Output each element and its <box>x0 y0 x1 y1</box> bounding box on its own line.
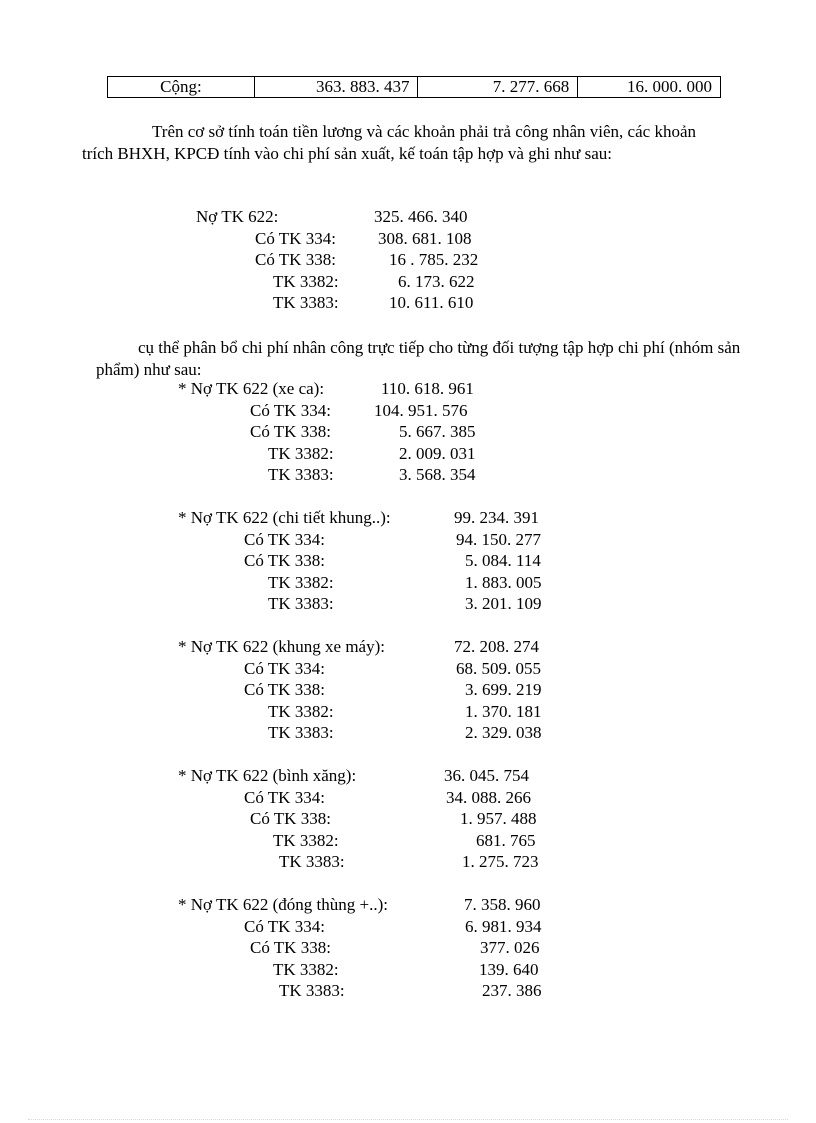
amount-value: 72. 208. 274 <box>454 637 539 656</box>
account-label: TK 3383: <box>279 981 345 1000</box>
amount-value: 2. 329. 038 <box>465 723 542 742</box>
amount-value: 3. 699. 219 <box>465 680 542 699</box>
account-label: Có TK 334: <box>244 658 325 678</box>
total-table <box>107 76 721 98</box>
account-label: Có TK 334: <box>244 787 325 807</box>
amount-value: 237. 386 <box>482 981 542 1000</box>
account-label: TK 3383: <box>279 852 345 871</box>
account-label: Có TK 338: <box>250 422 331 441</box>
account-label: TK 3382: <box>273 830 339 850</box>
account-label: * Nợ TK 622 (chi tiết khung..): <box>178 508 391 527</box>
amount-value: 308. 681. 108 <box>378 228 472 248</box>
account-label: Có TK 334: <box>255 228 336 248</box>
amount-value: 1. 370. 181 <box>465 701 542 721</box>
allocation-paragraph: cụ thể phân bổ chi phí nhân công trực tiếp cho từng đối tượng tập hợp chi phí (nhóm sản phẩm) như sau: <box>96 338 741 379</box>
amount-value: 377. 026 <box>480 938 540 957</box>
amount-value: 681. 765 <box>476 830 536 850</box>
amount-value: 1. 957. 488 <box>460 809 537 828</box>
account-label: * Nợ TK 622 (bình xăng): <box>178 766 357 785</box>
amount-value: 139. 640 <box>479 959 539 979</box>
account-label: Có TK 338: <box>255 250 336 269</box>
account-label: TK 3383: <box>268 723 334 742</box>
account-label: TK 3382: <box>268 701 334 721</box>
account-label: Có TK 338: <box>250 938 331 957</box>
amount-value: 5. 667. 385 <box>399 422 476 441</box>
amount-value: 94. 150. 277 <box>456 529 541 549</box>
account-label: * Nợ TK 622 (đóng thùng +..): <box>178 895 388 914</box>
amount-value: 6. 981. 934 <box>465 916 542 936</box>
amount-value: 325. 466. 340 <box>374 207 468 226</box>
account-label: * Nợ TK 622 (xe ca): <box>178 379 325 398</box>
total-value-cell: 16. 000. 000 <box>578 77 721 98</box>
total-value-cell: 7. 277. 668 <box>418 77 578 98</box>
account-label: TK 3382: <box>273 959 339 979</box>
account-label: Có TK 338: <box>250 809 331 828</box>
amount-value: 7. 358. 960 <box>464 895 541 914</box>
amount-value: 110. 618. 961 <box>381 379 474 398</box>
total-row <box>108 77 721 98</box>
account-label: Có TK 334: <box>244 916 325 936</box>
page-edge-divider <box>28 1119 788 1120</box>
account-label: TK 3383: <box>268 594 334 613</box>
total-label-cell: Cộng: <box>108 77 255 98</box>
amount-value: 1. 883. 005 <box>465 572 542 592</box>
intro-paragraph: Trên cơ sở tính toán tiền lương và các khoản phải trả công nhân viên, các khoản trích BHXH, KPCĐ tính vào chi phí sản xuất, kế toán tập hợp và ghi như sau: <box>82 122 696 163</box>
amount-value: 104. 951. 576 <box>374 400 468 420</box>
amount-value: 99. 234. 391 <box>454 508 539 527</box>
amount-value: 3. 201. 109 <box>465 594 542 613</box>
account-label: TK 3382: <box>268 572 334 592</box>
account-label: TK 3382: <box>273 271 339 291</box>
account-label: Có TK 338: <box>244 680 325 699</box>
total-value-cell: 363. 883. 437 <box>254 77 418 98</box>
account-label: Nợ TK 622: <box>196 207 279 226</box>
account-label: * Nợ TK 622 (khung xe máy): <box>178 637 385 656</box>
amount-value: 68. 509. 055 <box>456 658 541 678</box>
account-label: Có TK 334: <box>244 529 325 549</box>
amount-value: 6. 173. 622 <box>398 271 475 291</box>
account-label: Có TK 338: <box>244 551 325 570</box>
account-label: TK 3382: <box>268 443 334 463</box>
amount-value: 2. 009. 031 <box>399 443 476 463</box>
amount-value: 5. 084. 114 <box>465 551 541 570</box>
account-label: TK 3383: <box>268 465 334 484</box>
amount-value: 36. 045. 754 <box>444 766 529 785</box>
amount-value: 3. 568. 354 <box>399 465 476 484</box>
amount-value: 34. 088. 266 <box>446 787 531 807</box>
amount-value: 16 . 785. 232 <box>389 250 479 269</box>
account-label: TK 3383: <box>273 293 339 312</box>
amount-value: 10. 611. 610 <box>389 293 474 312</box>
amount-value: 1. 275. 723 <box>462 852 539 871</box>
account-label: Có TK 334: <box>250 400 331 420</box>
